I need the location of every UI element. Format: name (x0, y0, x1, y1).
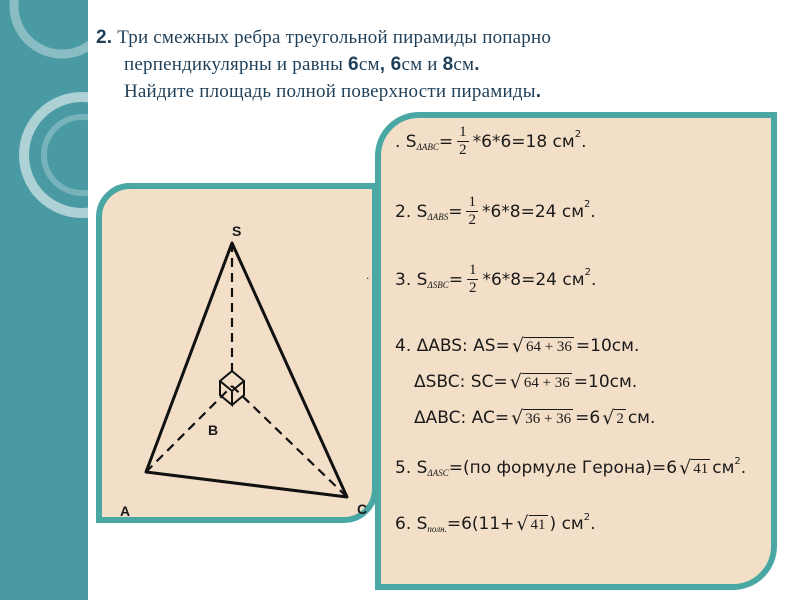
solution-step-6: 6. S полн. =6(11+ √ 41 ) см 2 . (395, 511, 596, 535)
square-root: √ 64 + 36 (509, 371, 570, 393)
solution-step-3: 3. S ΔSBC = $\frac{1}{2}$ *6*8=24 см 2 . (395, 262, 597, 296)
problem-line-3: Найдите площадь полной поверхности пирамиды (124, 81, 536, 102)
solution-step-4c: ΔABC: AC= √ 36 + 36 =6 √ 2 см. (414, 407, 656, 429)
edge-AB (146, 386, 232, 472)
problem-line-1: Три смежных ребра треугольной пирамиды попарно (117, 27, 552, 48)
fraction-half: $\frac{1}{2}$ (468, 262, 477, 296)
fraction-half: $\frac{1}{2}$ (468, 194, 476, 228)
square-root: √ 41 (516, 513, 546, 535)
fraction-half: $\frac{1}{2}$ (459, 124, 467, 158)
right-angle-marker (220, 371, 244, 405)
square-root: √ 36 + 36 (511, 407, 572, 429)
conjunction: и (422, 54, 443, 75)
stray-dot: . (366, 268, 370, 282)
edge-unit-1: см (358, 54, 380, 75)
edge-value-3: 8 (442, 54, 454, 75)
label-S: S (232, 223, 242, 239)
edge-value-2: 6 (390, 54, 402, 75)
edge-unit-2: см (401, 54, 423, 75)
edge-BC (232, 386, 347, 497)
pyramid-figure (96, 183, 378, 523)
line-3-period: . (535, 81, 542, 102)
line-2-period: . (474, 54, 480, 75)
solution-step-5: 5. S ΔASC =(по формуле Герона)=6 √ 41 см 2 . (395, 455, 747, 479)
square-root: √ 2 (602, 407, 624, 429)
label-A: A (120, 503, 131, 519)
label-B: B (208, 422, 219, 438)
solution-step-2: 2. S ΔABS = $\frac{1}{2}$ *6*8=24 см 2 . (395, 194, 596, 228)
solution-step-1: . S ΔABC = $\frac{1}{2}$ *6*6=18 см 2 . (395, 124, 587, 158)
square-root: √ 41 (679, 457, 709, 479)
problem-line-2: перпендикулярны и равны (124, 54, 349, 75)
solution-step-4a: 4. ΔABS: AS= √ 64 + 36 =10см. (395, 335, 640, 357)
separator: , (379, 54, 391, 75)
problem-statement (96, 24, 736, 105)
label-C: C (357, 501, 368, 517)
solution-step-4b: ΔSBC: SC= √ 64 + 36 =10см. (414, 371, 638, 393)
problem-number: 2. (96, 27, 113, 48)
pyramid-outline (146, 243, 347, 497)
edge-unit-3: см (453, 54, 475, 75)
edge-value-1: 6 (348, 54, 359, 75)
square-root: √ 64 + 36 (511, 335, 572, 357)
